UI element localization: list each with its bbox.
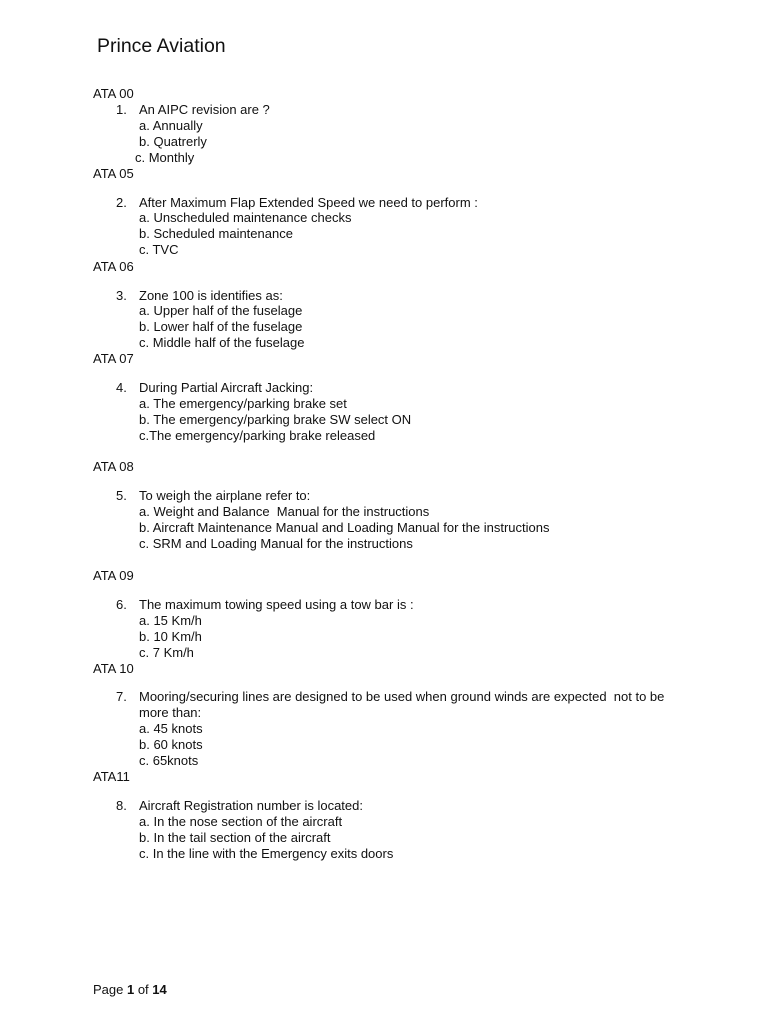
answer-option: a. Unscheduled maintenance checks	[139, 210, 352, 225]
page-separator: of	[134, 982, 153, 997]
ata-heading: ATA 09	[93, 568, 134, 583]
question-number: 5.	[116, 488, 127, 503]
question-number: 2.	[116, 195, 127, 210]
question-text: During Partial Aircraft Jacking:	[139, 380, 314, 395]
answer-option: c. TVC	[139, 242, 179, 257]
question-text-continued: more than:	[139, 705, 202, 720]
answer-option: c. SRM and Loading Manual for the instructions	[139, 536, 413, 551]
current-page-number: 1	[126, 982, 135, 997]
total-page-count: 14	[152, 982, 167, 997]
answer-option: c.The emergency/parking brake released	[139, 428, 376, 443]
answer-option: c. Monthly	[135, 150, 195, 165]
ata-heading: ATA 07	[93, 351, 134, 366]
ata-heading: ATA 00	[93, 86, 134, 101]
question-text: To weigh the airplane refer to:	[139, 488, 311, 503]
page-title: Prince Aviation	[97, 35, 226, 57]
ata-heading: ATA 05	[93, 166, 134, 181]
answer-option: b. Scheduled maintenance	[139, 226, 293, 241]
answer-option: b. Aircraft Maintenance Manual and Loading Manual for the instructions	[139, 520, 550, 535]
answer-option: a. 15 Km/h	[139, 613, 202, 628]
question-text: Mooring/securing lines are designed to be used when ground winds are expected not to be	[139, 689, 665, 704]
answer-option: a. In the nose section of the aircraft	[139, 814, 343, 829]
answer-option: c. Middle half of the fuselage	[139, 335, 305, 350]
question-text: After Maximum Flap Extended Speed we need to perform :	[139, 195, 478, 210]
answer-option: c. In the line with the Emergency exits doors	[139, 846, 394, 861]
answer-option: a. 45 knots	[139, 721, 203, 736]
answer-option: b. The emergency/parking brake SW select ON	[139, 412, 412, 427]
page-label: Page	[93, 982, 127, 997]
answer-option: b. Quatrerly	[139, 134, 207, 149]
question-text: The maximum towing speed using a tow bar is :	[139, 597, 414, 612]
answer-option: a. Weight and Balance Manual for the instructions	[139, 504, 430, 519]
question-text: Zone 100 is identifies as:	[139, 288, 283, 303]
ata-heading: ATA 08	[93, 459, 134, 474]
answer-option: a. The emergency/parking brake set	[139, 396, 347, 411]
question-number: 1.	[116, 102, 127, 117]
ata-heading: ATA11	[93, 769, 130, 784]
answer-option: a. Upper half of the fuselage	[139, 303, 303, 318]
answer-option: c. 7 Km/h	[139, 645, 194, 660]
answer-option: b. 60 knots	[139, 737, 203, 752]
question-number: 8.	[116, 798, 127, 813]
answer-option: b. Lower half of the fuselage	[139, 319, 303, 334]
ata-heading: ATA 06	[93, 259, 134, 274]
answer-option: c. 65knots	[139, 753, 199, 768]
page-footer	[93, 982, 167, 998]
answer-option: b. In the tail section of the aircraft	[139, 830, 331, 845]
question-text: Aircraft Registration number is located:	[139, 798, 363, 813]
question-number: 3.	[116, 288, 127, 303]
question-text: An AIPC revision are ?	[139, 102, 270, 117]
answer-option: a. Annually	[139, 118, 203, 133]
ata-heading: ATA 10	[93, 661, 134, 676]
question-number: 7.	[116, 689, 127, 704]
question-number: 6.	[116, 597, 127, 612]
answer-option: b. 10 Km/h	[139, 629, 202, 644]
question-number: 4.	[116, 380, 127, 395]
